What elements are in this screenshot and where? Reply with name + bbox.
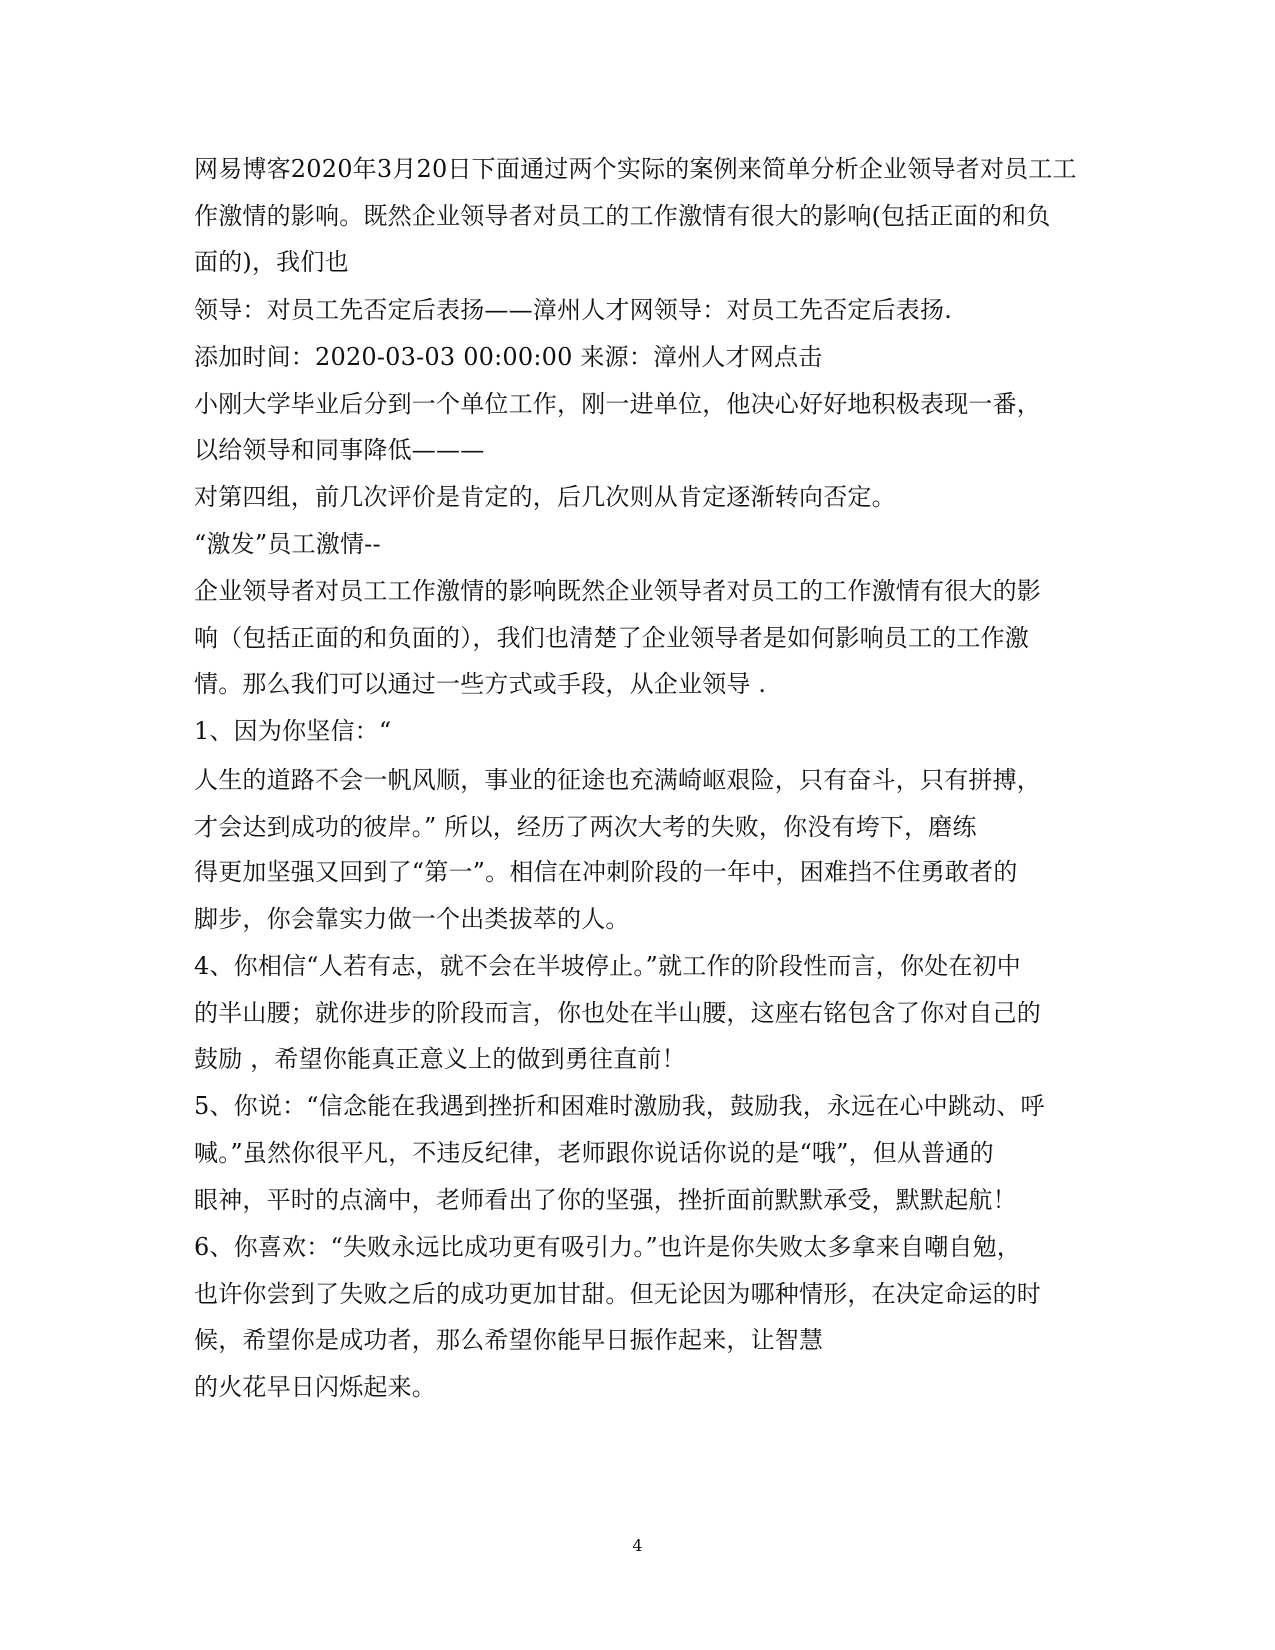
text-line: 对第四组，前几次评价是肯定的，后几次则从肯定逐渐转向否定。: [194, 483, 896, 511]
text-line: 候，希望你是成功者，那么希望你能早日振作起来，让智慧: [194, 1326, 824, 1354]
text-line: 的半山腰；就你进步的阶段而言，你也处在半山腰，这座右铭包含了你对自己的: [194, 999, 1041, 1027]
text-line: 企业领导者对员工工作激情的影响既然企业领导者对员工的工作激情有很大的影: [194, 577, 1041, 605]
text-line: 领导：对员工先否定后表扬——漳州人才网领导：对员工先否定后表扬.: [194, 296, 953, 324]
text-line: 喊。”虽然你很平凡，不违反纪律，老师跟你说话你说的是“哦”，但从普通的: [194, 1139, 994, 1167]
text-line: 脚步，你会靠实力做一个出类拔萃的人。: [194, 905, 630, 933]
text-line: 得更加坚强又回到了“第一”。相信在冲刺阶段的一年中，困难挡不住勇敢者的: [194, 858, 1018, 886]
text-line: 小刚大学毕业后分到一个单位工作，刚一进单位，他决心好好地积极表现一番，: [194, 390, 1041, 418]
text-line: 眼神，平时的点滴中，老师看出了你的坚强，挫折面前默默承受，默默起航！: [194, 1186, 1017, 1214]
text-line: 的火花早日闪烁起来。: [194, 1373, 436, 1401]
text-line: 鼓励 ，希望你能真正意义上的做到勇往直前！: [194, 1045, 686, 1073]
page-number: 4: [632, 1536, 643, 1555]
text-line: 4、你相信“人若有志，就不会在半坡停止。”就工作的阶段性而言，你处在初中: [194, 952, 1022, 980]
text-line: 作激情的影响。既然企业领导者对员工的工作激情有很大的影响(包括正面的和负: [194, 202, 1051, 230]
text-line: 以给领导和同事降低———: [194, 436, 485, 464]
text-line: 网易博客2020年3月20日下面通过两个实际的案例来简单分析企业领导者对员工工: [194, 155, 1077, 183]
text-line: 响（包括正面的和负面的），我们也清楚了企业领导者是如何影响员工的工作激: [194, 624, 1029, 652]
text-line: 情。那么我们可以通过一些方式或手段，从企业领导 .: [194, 670, 767, 698]
text-line: 添加时间：2020-03-03 00:00:00 来源：漳州人才网点击: [194, 343, 823, 371]
text-line: 也许你尝到了失败之后的成功更加甘甜。但无论因为哪种情形，在决定命运的时: [194, 1280, 1041, 1308]
text-line: “激发”员工激情--: [194, 530, 381, 558]
text-line: 面的)，我们也: [194, 248, 349, 276]
text-line: 6、你喜欢：“失败永远比成功更有吸引力。”也许是你失败太多拿来自嘲自勉，: [194, 1233, 1022, 1261]
text-line: 人生的道路不会一帆风顺，事业的征途也充满崎岖艰险，只有奋斗，只有拼搏，: [194, 766, 1041, 794]
text-line: 1、因为你坚信：“: [194, 717, 392, 745]
text-line: 才会达到成功的彼岸。” 所以，经历了两次大考的失败，你没有垮下，磨练: [194, 813, 977, 841]
text-line: 5、你说：“信念能在我遇到挫折和困难时激励我，鼓励我，永远在心中跳动、呼: [194, 1092, 1045, 1120]
